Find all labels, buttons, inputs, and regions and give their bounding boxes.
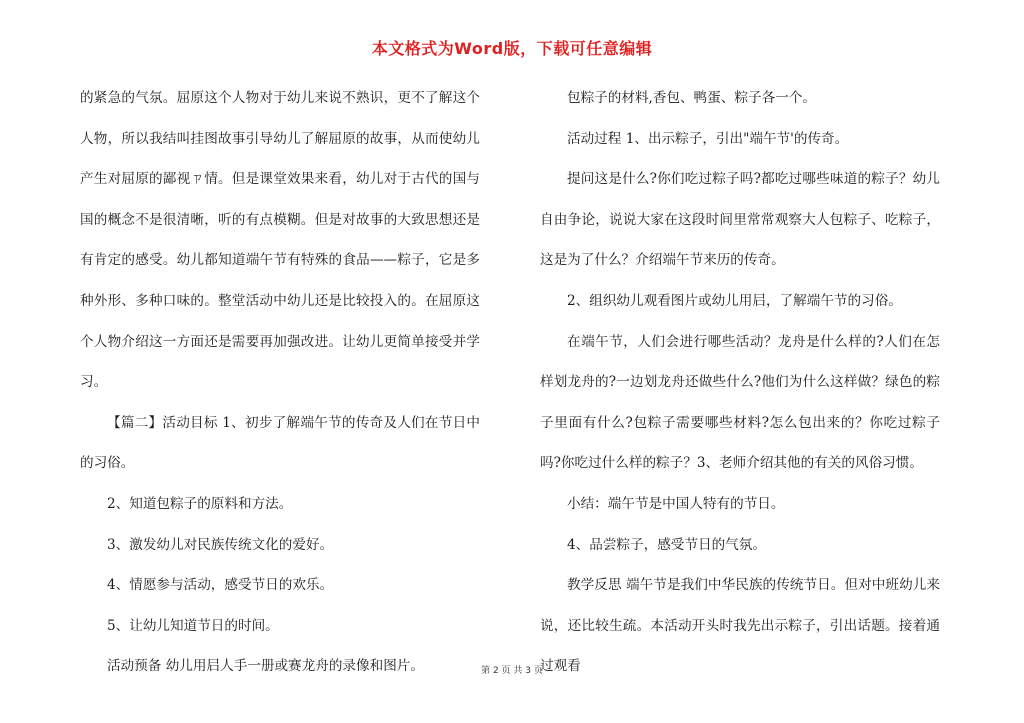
paragraph: 包粽子的材料,香包、鸭蛋、粽子各一个。 [567,90,817,106]
paragraph: 小结：端午节是中国人特有的节日。 [567,495,785,512]
paragraph: 4、品尝粽子，感受节日的气氛。 [567,536,766,553]
paragraph: 【篇二】活动目标 1、初步了解端午节的传奇及人们在节日中的习俗。 [80,414,480,472]
paragraph: 教学反思 端午节是我们中华民族的传统节日。但对中班幼儿来说，还比较生疏。本活动开头时我先出示粽子，引出话题。接着通过观看 [540,577,940,675]
paragraph: 提问这是什么?你们吃过粽子吗?都吃过哪些味道的粽子？幼儿自由争论，说说大家在这段时间里常常观察大人包粽子、吃粽子，这是为了什么？介绍端午节来历的传奇。 [540,171,940,269]
paragraph: 活动预备 幼儿用𡰪人手一册或赛龙舟的录像和图片。 [107,658,424,675]
page-number: 第 2 页 共 3 页 [481,666,543,676]
right-column [540,78,940,687]
paragraph: 2、知道包粽子的原料和方法。 [107,495,293,512]
document-header-title: 本文格式为Word版，下载可任意编辑 [371,39,653,58]
paragraph: 2、组织幼儿观看图片或幼儿用𡰪，了解端午节的习俗。 [567,292,902,309]
paragraph: 3、激发幼儿对民族传统文化的爱好。 [107,536,334,553]
paragraph: 在端午节，人们会进行哪些活动？龙舟是什么样的?人们在怎样划龙舟的?一边划龙舟还做些什么?他们为什么这样做？绿色的粽子里面有什么?包粽子需要哪些材料?怎么包出来的？你吃过粽子吗?你吃过什么样的粽子？3、老师介绍其他的有关的风俗习惯。 [540,333,940,472]
paragraph: 4、情愿参与活动，感受节日的欢乐。 [107,577,334,594]
paragraph: 5、让幼儿知道节日的时间。 [107,617,279,634]
paragraph: 的紧急的气氛。屈原这个人物对于幼儿来说不熟识，更不了解这个人物，所以我结叫挂图故事引导幼儿了解屈原的故事，从而使幼儿产生对屈原的鄙视ㄗ情。但是课堂效果来看，幼儿对于古代的国与国的概念不是很清晰，听的有点模糊。但是对故事的大致思想还是有肯定的感受。幼儿都知道端午节有特殊的食品——粽子，它是多种外形、多种口味的。整堂活动中幼儿还是比较投入的。在屈原这个人物介绍这一方面还是需要再加强改进。让幼儿更简单接受并学习。 [80,90,480,391]
left-column [80,78,480,687]
paragraph: 活动过程 1、出示粽子，引出"端午节'的传奇。 [567,130,849,147]
